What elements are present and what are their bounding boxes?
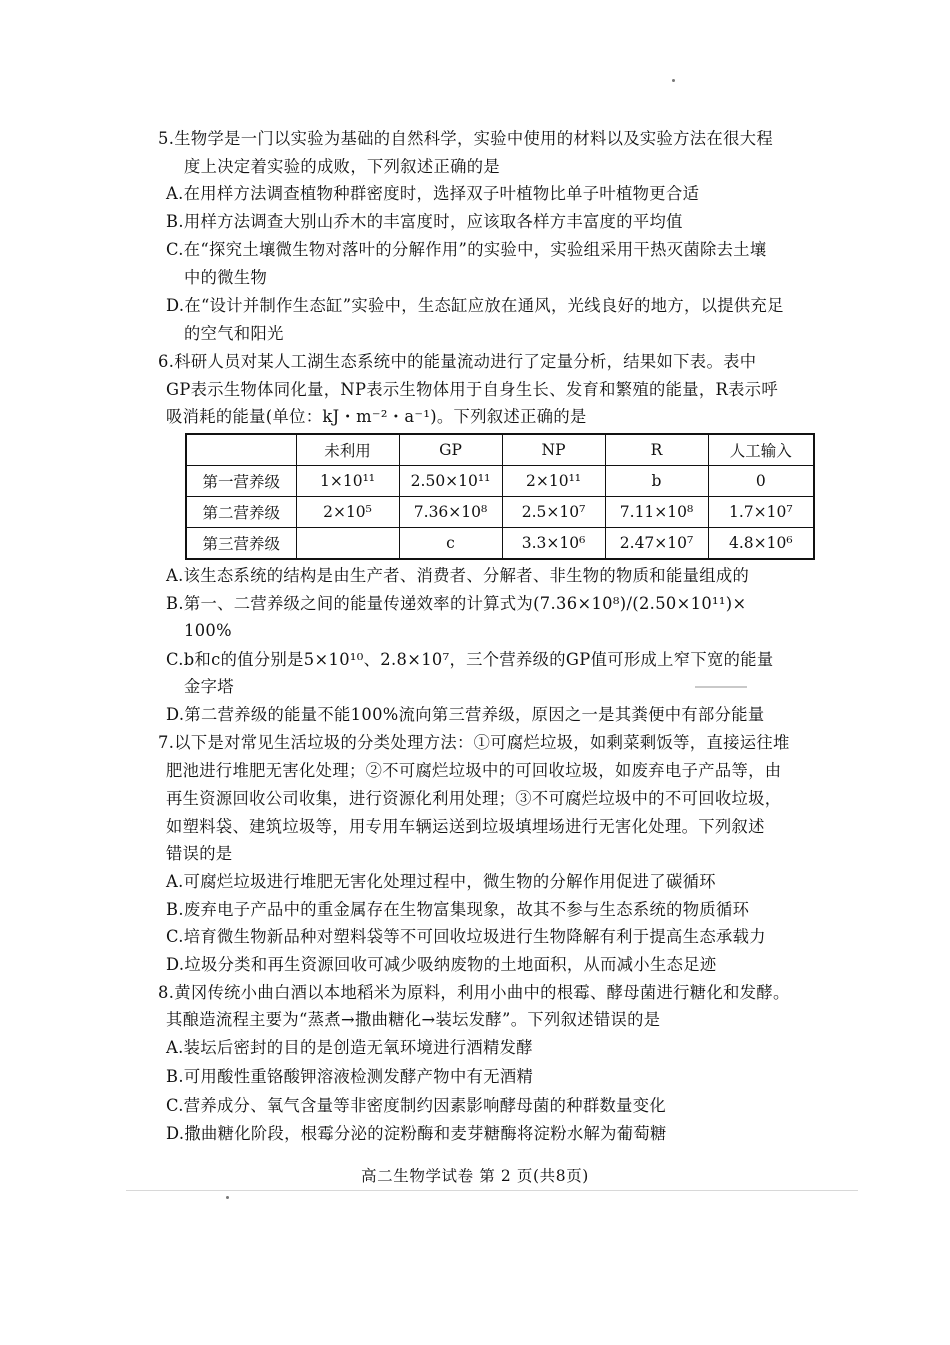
option-b: B.可用酸性重铬酸钾溶液检测发酵产物中有无酒精 bbox=[166, 1067, 534, 1086]
table-cell: 0 bbox=[708, 466, 814, 497]
scan-speck bbox=[672, 79, 675, 82]
option-c-continued: 中的微生物 bbox=[184, 268, 268, 287]
page-bottom-rule bbox=[126, 1190, 858, 1191]
table-cell: 2×10⁵ bbox=[296, 497, 399, 528]
option-b-continued: 100% bbox=[184, 621, 232, 640]
question-stem-line: GP表示生物体同化量，NP表示生物体用于自身生长、发育和繁殖的能量，R表示呼 bbox=[166, 380, 779, 399]
table-cell: 2.47×10⁷ bbox=[605, 528, 708, 560]
table-row bbox=[186, 497, 814, 528]
option-c-continued: 金字塔 bbox=[184, 677, 234, 696]
option-d: D.第二营养级的能量不能100%流向第三营养级，原因之一是其粪便中有部分能量 bbox=[166, 705, 765, 724]
option-a: A.装坛后密封的目的是创造无氧环境进行酒精发酵 bbox=[166, 1038, 533, 1057]
table-cell: 第二营养级 bbox=[186, 497, 296, 528]
table-header-row bbox=[186, 434, 814, 466]
option-a: A.可腐烂垃圾进行堆肥无害化处理过程中，微生物的分解作用促进了碳循环 bbox=[166, 872, 716, 891]
question-stem-line: 7.以下是对常见生活垃圾的分类处理方法：①可腐烂垃圾，如剩菜剩饭等，直接运往堆 bbox=[158, 733, 790, 752]
table-header-cell: R bbox=[605, 434, 708, 466]
energy-flow-table bbox=[185, 433, 815, 560]
table-cell: 1.7×10⁷ bbox=[708, 497, 814, 528]
table-header-cell: NP bbox=[502, 434, 605, 466]
question-stem-line: 吸消耗的能量(单位：kJ・m⁻²・a⁻¹)。下列叙述正确的是 bbox=[166, 407, 587, 426]
question-stem-line: 再生资源回收公司收集，进行资源化利用处理；③不可腐烂垃圾中的不可回收垃圾， bbox=[166, 789, 782, 808]
option-d-continued: 的空气和阳光 bbox=[184, 324, 284, 343]
table-header-cell: 未利用 bbox=[296, 434, 399, 466]
table-cell: 3.3×10⁶ bbox=[502, 528, 605, 560]
option-b: B.第一、二营养级之间的能量传递效率的计算式为(7.36×10⁸)/(2.50×10¹¹)× bbox=[166, 594, 747, 613]
question-stem-line: 8.黄冈传统小曲白酒以本地稻米为原料，利用小曲中的根霉、酵母菌进行糖化和发酵。 bbox=[158, 983, 790, 1002]
table-header-cell: GP bbox=[399, 434, 502, 466]
option-c: C.b和c的值分别是5×10¹⁰、2.8×10⁷，三个营养级的GP值可形成上窄下宽的能量 bbox=[166, 650, 774, 669]
option-b: B.废弃电子产品中的重金属存在生物富集现象，故其不参与生态系统的物质循环 bbox=[166, 900, 750, 919]
option-c: C.培育微生物新品种对塑料袋等不可回收垃圾进行生物降解有利于提高生态承载力 bbox=[166, 927, 766, 946]
question-stem-line: 5.生物学是一门以实验为基础的自然科学，实验中使用的材料以及实验方法在很大程 bbox=[158, 129, 773, 148]
option-a: A.在用样方法调查植物种群密度时，选择双子叶植物比单子叶植物更合适 bbox=[166, 184, 700, 203]
option-c: C.营养成分、氧气含量等非密度制约因素影响酵母菌的种群数量变化 bbox=[166, 1096, 667, 1115]
table-cell: 第一营养级 bbox=[186, 466, 296, 497]
table-cell bbox=[296, 528, 399, 560]
table-cell: 2×10¹¹ bbox=[502, 466, 605, 497]
question-stem-line: 如塑料袋、建筑垃圾等，用专用车辆运送到垃圾填埋场进行无害化处理。下列叙述 bbox=[166, 817, 765, 836]
question-stem-line: 度上决定着实验的成败，下列叙述正确的是 bbox=[184, 157, 500, 176]
scan-smudge bbox=[695, 686, 747, 688]
question-stem-line: 6.科研人员对某人工湖生态系统中的能量流动进行了定量分析，结果如下表。表中 bbox=[158, 352, 757, 371]
table-cell: 7.36×10⁸ bbox=[399, 497, 502, 528]
table-cell: 2.5×10⁷ bbox=[502, 497, 605, 528]
option-d: D.在“设计并制作生态缸”实验中，生态缸应放在通风，光线良好的地方，以提供充足 bbox=[166, 296, 784, 315]
table-cell: 第三营养级 bbox=[186, 528, 296, 560]
page-footer: 高二生物学试卷 第 2 页(共8页) bbox=[361, 1167, 589, 1185]
table-row bbox=[186, 466, 814, 497]
option-d: D.垃圾分类和再生资源回收可减少吸纳废物的土地面积，从而减小生态足迹 bbox=[166, 955, 717, 974]
table-cell: 7.11×10⁸ bbox=[605, 497, 708, 528]
question-stem-line: 错误的是 bbox=[166, 844, 233, 863]
table-cell: 1×10¹¹ bbox=[296, 466, 399, 497]
table-header-cell bbox=[186, 434, 296, 466]
table-cell: 4.8×10⁶ bbox=[708, 528, 814, 560]
option-b: B.用样方法调查大别山乔木的丰富度时，应该取各样方丰富度的平均值 bbox=[166, 212, 683, 231]
table-cell: c bbox=[399, 528, 502, 560]
table-cell: b bbox=[605, 466, 708, 497]
option-a: A.该生态系统的结构是由生产者、消费者、分解者、非生物的物质和能量组成的 bbox=[166, 566, 750, 585]
table-row bbox=[186, 528, 814, 560]
scan-speck bbox=[226, 1196, 229, 1199]
question-stem-line: 其酿造流程主要为“蒸煮→撒曲糖化→装坛发酵”。下列叙述错误的是 bbox=[166, 1010, 661, 1029]
option-c: C.在“探究土壤微生物对落叶的分解作用”的实验中，实验组采用干热灭菌除去土壤 bbox=[166, 240, 767, 259]
table-header-cell: 人工输入 bbox=[708, 434, 814, 466]
question-stem-line: 肥池进行堆肥无害化处理；②不可腐烂垃圾中的可回收垃圾，如废弃电子产品等，由 bbox=[166, 761, 782, 780]
table-cell: 2.50×10¹¹ bbox=[399, 466, 502, 497]
option-d: D.撒曲糖化阶段，根霉分泌的淀粉酶和麦芽糖酶将淀粉水解为葡萄糖 bbox=[166, 1124, 667, 1143]
